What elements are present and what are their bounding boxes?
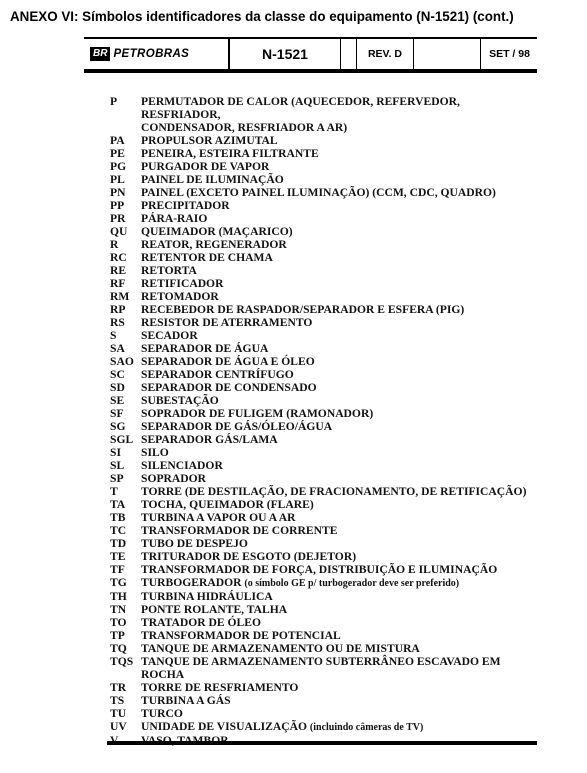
symbol-code: R: [110, 238, 119, 251]
description-text: SILENCIADOR: [141, 459, 223, 472]
list-item: [110, 407, 540, 420]
header-gap-cell: [340, 39, 357, 69]
symbol-description: [141, 394, 540, 407]
symbol-code: TB: [110, 511, 126, 524]
description-text: PRECIPITADOR: [141, 199, 230, 212]
list-item: [110, 550, 540, 563]
symbol-code: RS: [110, 316, 125, 329]
description-text: SEPARADOR DE GÁS/ÓLEO/ÁGUA: [141, 420, 333, 433]
symbol-description: [141, 694, 540, 707]
document-code: N-1521: [262, 46, 308, 62]
description-text: TOCHA, QUEIMADOR (FLARE): [141, 498, 314, 511]
symbol-code: SF: [110, 407, 124, 420]
list-item: [110, 251, 540, 264]
symbol-description: [141, 524, 540, 537]
symbol-code: TD: [110, 537, 127, 550]
symbol-code: TH: [110, 590, 127, 603]
description-text: TURBINA HIDRÁULICA: [141, 590, 273, 603]
symbol-code: PL: [110, 173, 125, 186]
symbol-code: PE: [110, 147, 125, 160]
document-header: [84, 37, 537, 73]
description-text: SEPARADOR CENTRÍFUGO: [141, 368, 294, 381]
description-note: (incluindo câmeras de TV): [309, 722, 424, 733]
symbol-code: SE: [110, 394, 125, 407]
description-text: SOPRADOR: [141, 472, 207, 485]
list-item: [110, 524, 540, 537]
symbol-description: [141, 433, 540, 446]
list-item: [110, 277, 540, 290]
description-text: PENEIRA, ESTEIRA FILTRANTE: [141, 147, 319, 160]
symbol-code: SD: [110, 381, 125, 394]
symbol-description: [141, 147, 540, 160]
list-item: [110, 147, 540, 160]
revision-cell: [357, 39, 414, 69]
list-item: [110, 459, 540, 472]
symbol-description: [141, 485, 540, 498]
symbol-code: SL: [110, 459, 125, 472]
list-item: [110, 316, 540, 329]
description-text: TRANSFORMADOR DE CORRENTE: [141, 524, 338, 537]
list-item: [110, 186, 540, 199]
symbol-code: PN: [110, 186, 126, 199]
description-text: SOPRADOR DE FULIGEM (RAMONADOR): [141, 407, 374, 420]
symbol-description: [141, 616, 540, 629]
symbol-list: [110, 95, 540, 747]
symbol-code: RM: [110, 290, 130, 303]
symbol-description: [141, 95, 540, 134]
symbol-description: [141, 550, 540, 563]
symbol-code: T: [110, 485, 118, 498]
description-note: (o símbolo GE p/ turbogerador deve ser preferido): [244, 578, 460, 589]
symbol-description: [141, 225, 540, 238]
symbol-description: [141, 342, 540, 355]
description-text: QUEIMADOR (MAÇARICO): [141, 225, 293, 238]
list-item: [110, 616, 540, 629]
page-title: ANEXO VI: Símbolos identificadores da classe do equipamento (N-1521) (cont.): [10, 9, 514, 24]
list-item: [110, 590, 540, 603]
br-logo-badge: BR: [90, 47, 110, 61]
symbol-description: [141, 576, 540, 590]
list-item: [110, 433, 540, 446]
symbol-code: SI: [110, 446, 121, 459]
symbol-description: [141, 681, 540, 694]
symbol-code: TR: [110, 681, 127, 694]
symbol-code: TC: [110, 524, 127, 537]
description-text: SEPARADOR DE ÁGUA E ÓLEO: [141, 355, 315, 368]
symbol-description: [141, 199, 540, 212]
list-item: [110, 420, 540, 433]
list-item: [110, 264, 540, 277]
symbol-code: SP: [110, 472, 124, 485]
symbol-description: [141, 212, 540, 225]
symbol-description: [141, 134, 540, 147]
list-item: [110, 394, 540, 407]
list-item: [110, 290, 540, 303]
description-text: SILO: [141, 446, 169, 459]
list-item: [110, 655, 540, 681]
description-text: RETOMADOR: [141, 290, 219, 303]
list-item: [110, 225, 540, 238]
symbol-description: [141, 368, 540, 381]
description-text: SUBESTAÇÃO: [141, 394, 219, 407]
symbol-description: [141, 381, 540, 394]
symbol-code: RE: [110, 264, 127, 277]
symbol-code: TQS: [110, 655, 134, 668]
symbol-code: PA: [110, 134, 125, 147]
description-text: PONTE ROLANTE, TALHA: [141, 603, 288, 616]
symbol-description: [141, 446, 540, 459]
revision-label: REV. D: [367, 48, 403, 60]
symbol-description: [141, 251, 540, 264]
symbol-description: [141, 186, 540, 199]
symbol-description: [141, 290, 540, 303]
list-item: [110, 199, 540, 212]
description-text: TUBO DE DESPEJO: [141, 537, 248, 550]
description-text: TORRE DE RESFRIAMENTO: [141, 681, 299, 694]
description-text: SEPARADOR GÁS/LAMA: [141, 433, 278, 446]
description-text: SEPARADOR DE CONDENSADO: [141, 381, 317, 394]
symbol-code: TG: [110, 576, 127, 589]
list-item: [110, 642, 540, 655]
symbol-description: [141, 329, 540, 342]
symbol-code: RC: [110, 251, 127, 264]
symbol-description: [141, 407, 540, 420]
symbol-description: [141, 629, 540, 642]
symbol-description: [141, 642, 540, 655]
symbol-code: SG: [110, 420, 126, 433]
symbol-code: TO: [110, 616, 127, 629]
petrobras-logo: [90, 39, 224, 69]
symbol-code: SGL: [110, 433, 134, 446]
description-text: RECEBEDOR DE RASPADOR/SEPARADOR E ESFERA (PIG): [141, 303, 465, 316]
description-text: TRANSFORMADOR DE POTENCIAL: [141, 629, 341, 642]
symbol-description: [141, 459, 540, 472]
list-item: [110, 368, 540, 381]
symbol-description: [141, 590, 540, 603]
list-item: [110, 446, 540, 459]
description-text: SEPARADOR DE ÁGUA: [141, 342, 269, 355]
list-item: [110, 537, 540, 550]
list-item: [110, 173, 540, 186]
description-text: TURBINA A GÁS: [141, 694, 231, 707]
symbol-code: SA: [110, 342, 125, 355]
date-cell: [482, 39, 537, 69]
document-code-cell: [228, 39, 341, 69]
description-text: TURCO: [141, 707, 183, 720]
symbol-code: PP: [110, 199, 125, 212]
symbol-description: [141, 173, 540, 186]
list-item: [110, 160, 540, 173]
footer-rule: [107, 741, 537, 745]
description-text: RESISTOR DE ATERRAMENTO: [141, 316, 313, 329]
list-item: [110, 342, 540, 355]
list-item: [110, 472, 540, 485]
symbol-code: PG: [110, 160, 127, 173]
symbol-code: TQ: [110, 642, 127, 655]
symbol-description: [141, 420, 540, 433]
symbol-description: [141, 160, 540, 173]
symbol-description: [141, 303, 540, 316]
symbol-description: [141, 707, 540, 720]
list-item: [110, 511, 540, 524]
symbol-description: [141, 277, 540, 290]
list-item: [110, 95, 540, 134]
symbol-code: TA: [110, 498, 126, 511]
symbol-code: TP: [110, 629, 125, 642]
list-item: [110, 303, 540, 316]
symbol-description: [141, 238, 540, 251]
logo-text: PETROBRAS: [113, 48, 190, 60]
description-text: PÁRA-RAIO: [141, 212, 208, 225]
symbol-description: [141, 655, 540, 681]
list-item: [110, 720, 540, 734]
list-item: [110, 381, 540, 394]
symbol-description: [141, 537, 540, 550]
symbol-code: UV: [110, 720, 127, 733]
symbol-code: SC: [110, 368, 125, 381]
symbol-description: [141, 563, 540, 576]
list-item: [110, 681, 540, 694]
symbol-description: [141, 472, 540, 485]
list-item: [110, 329, 540, 342]
symbol-description: [141, 498, 540, 511]
description-text: SECADOR: [141, 329, 198, 342]
list-item: [110, 498, 540, 511]
list-item: [110, 707, 540, 720]
symbol-description: [141, 603, 540, 616]
header-blank-cell: [414, 39, 481, 69]
symbol-code: TF: [110, 563, 125, 576]
symbol-description: [141, 355, 540, 368]
description-continuation: CONDENSADOR, RESFRIADOR A AR): [141, 121, 348, 134]
description-text: PURGADOR DE VAPOR: [141, 160, 270, 173]
description-text: PAINEL (EXCETO PAINEL ILUMINAÇÃO) (CCM, CDC, QUADRO): [141, 186, 496, 199]
symbol-code: TE: [110, 550, 126, 563]
symbol-code: RP: [110, 303, 126, 316]
description-text: REATOR, REGENERADOR: [141, 238, 287, 251]
description-text: RETENTOR DE CHAMA: [141, 251, 273, 264]
list-item: [110, 355, 540, 368]
symbol-code: RF: [110, 277, 126, 290]
symbol-code: QU: [110, 225, 128, 238]
description-text: TANQUE DE ARMAZENAMENTO OU DE MISTURA: [141, 642, 420, 655]
symbol-description: [141, 511, 540, 524]
description-text: UNIDADE DE VISUALIZAÇÃO: [141, 720, 307, 733]
description-text: TRATADOR DE ÓLEO: [141, 616, 262, 629]
symbol-code: TN: [110, 603, 127, 616]
description-text: TRANSFORMADOR DE FORÇA, DISTRIBUIÇÃO E ILUMINAÇÃO: [141, 563, 498, 576]
description-text: RETIFICADOR: [141, 277, 224, 290]
symbol-code: P: [110, 95, 118, 108]
description-text: PROPULSOR AZIMUTAL: [141, 134, 278, 147]
symbol-code: SAO: [110, 355, 134, 368]
symbol-description: [141, 720, 540, 734]
list-item: [110, 134, 540, 147]
description-text: TRITURADOR DE ESGOTO (DEJETOR): [141, 550, 357, 563]
description-text: TURBINA A VAPOR OU A AR: [141, 511, 296, 524]
symbol-code: TU: [110, 707, 127, 720]
list-item: [110, 694, 540, 707]
list-item: [110, 603, 540, 616]
description-text: PAINEL DE ILUMINAÇÃO: [141, 173, 284, 186]
description-text: PERMUTADOR DE CALOR (AQUECEDOR, REFERVEDOR, RESFRIADOR,: [141, 95, 460, 121]
date-label: SET / 98: [489, 48, 530, 60]
description-text: TANQUE DE ARMAZENAMENTO SUBTERRÂNEO ESCAVADO EM ROCHA: [141, 655, 501, 681]
symbol-code: PR: [110, 212, 126, 225]
description-text: TURBOGERADOR: [141, 576, 242, 589]
symbol-code: S: [110, 329, 117, 342]
symbol-code: TS: [110, 694, 125, 707]
list-item: [110, 629, 540, 642]
list-item: [110, 576, 540, 590]
list-item: [110, 563, 540, 576]
description-text: TORRE (DE DESTILAÇÃO, DE FRACIONAMENTO, DE RETIFICAÇÃO): [141, 485, 527, 498]
symbol-description: [141, 316, 540, 329]
symbol-description: [141, 264, 540, 277]
list-item: [110, 485, 540, 498]
list-item: [110, 212, 540, 225]
list-item: [110, 238, 540, 251]
description-text: RETORTA: [141, 264, 197, 277]
